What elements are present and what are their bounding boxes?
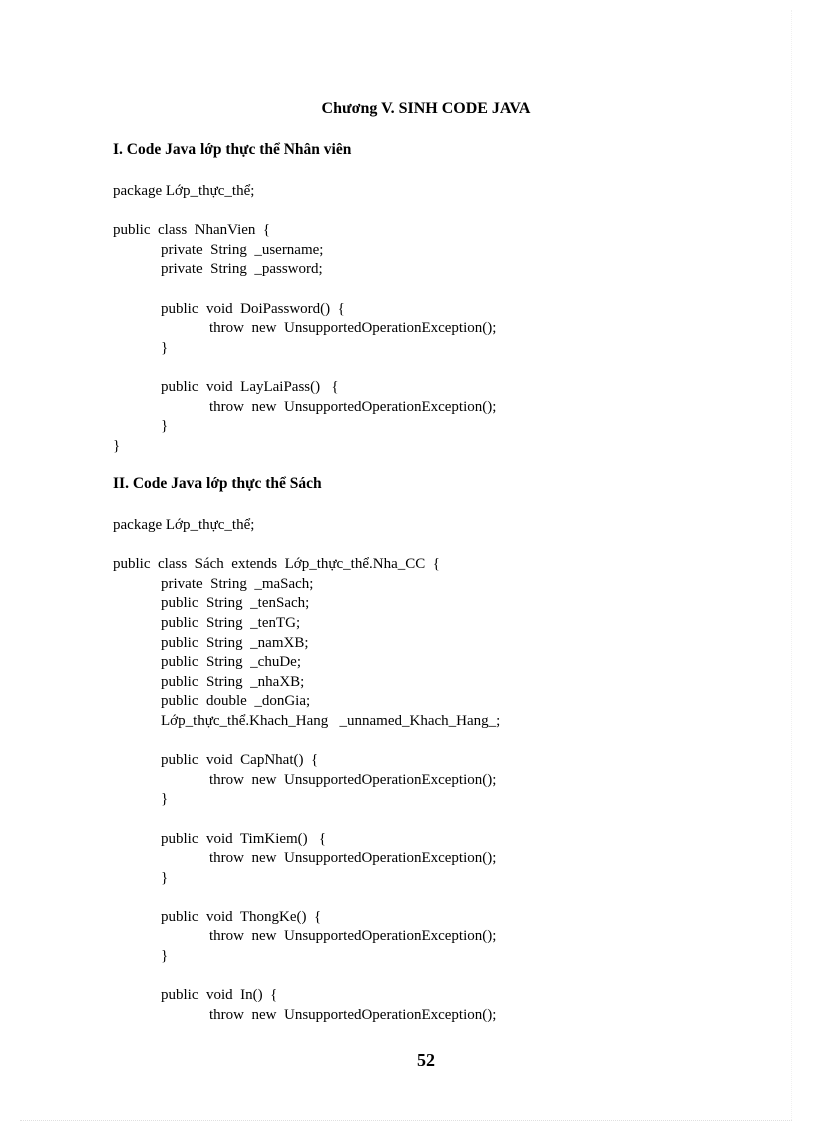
code-line: } (161, 418, 169, 435)
code-line: public void DoiPassword() { (161, 300, 345, 317)
code-line: package Lớp_thực_thể; (113, 183, 255, 199)
code-line: public void CapNhat() { (161, 752, 319, 769)
code-line: } (161, 339, 169, 356)
page-title: Chương V. SINH CODE JAVA (321, 100, 531, 117)
code-line: } (113, 437, 121, 454)
page-right-edge (791, 10, 792, 1120)
code-line: public class Sách extends Lớp_thực_thể.Nha_CC { (113, 556, 440, 573)
code-line: public String _tenSach; (161, 595, 310, 612)
code-line: public class NhanVien { (113, 222, 271, 239)
code-line: private String _password; (161, 261, 323, 278)
code-line: package Lớp_thực_thể; (113, 517, 255, 533)
code-line (113, 280, 496, 300)
page-bottom-edge (20, 1120, 792, 1121)
code-line (113, 967, 500, 987)
page-number: 52 (417, 1050, 435, 1070)
code-line: throw new UnsupportedOperationException(); (209, 771, 497, 788)
code-line: public String _chuDe; (161, 654, 301, 671)
code-line (113, 810, 500, 830)
code-line (113, 358, 496, 378)
code-line: public String _nhaXB; (161, 673, 305, 690)
code-line: throw new UnsupportedOperationException(); (209, 1006, 497, 1023)
code-line: public void LayLaiPass() { (161, 378, 339, 395)
code-block-sach (113, 516, 500, 1025)
code-line (113, 732, 500, 752)
code-line: Lớp_thực_thể.Khach_Hang _unnamed_Khach_Hang_; (161, 712, 501, 729)
code-line: public void TimKiem() { (161, 830, 327, 847)
code-line: private String _maSach; (161, 575, 314, 592)
section-heading-nhan-vien: I. Code Java lớp thực thể Nhân viên (113, 141, 352, 158)
code-block-nhan-vien (113, 182, 496, 456)
code-line (113, 888, 500, 908)
code-line: public void In() { (161, 987, 278, 1004)
code-line (113, 536, 500, 556)
code-line: public String _tenTG; (161, 614, 301, 631)
code-line: } (161, 791, 169, 808)
code-line: throw new UnsupportedOperationException(); (209, 320, 497, 337)
code-line: private String _username; (161, 241, 324, 258)
code-line (113, 202, 496, 222)
code-line: } (161, 869, 169, 886)
code-line: public double _donGia; (161, 693, 311, 710)
code-line: public void ThongKe() { (161, 908, 322, 925)
code-line: throw new UnsupportedOperationException(); (209, 928, 497, 945)
code-line: throw new UnsupportedOperationException(); (209, 850, 497, 867)
section-heading-sach: II. Code Java lớp thực thể Sách (113, 475, 322, 492)
code-line: public String _namXB; (161, 634, 309, 651)
code-line: } (161, 948, 169, 965)
code-line: throw new UnsupportedOperationException(); (209, 398, 497, 415)
